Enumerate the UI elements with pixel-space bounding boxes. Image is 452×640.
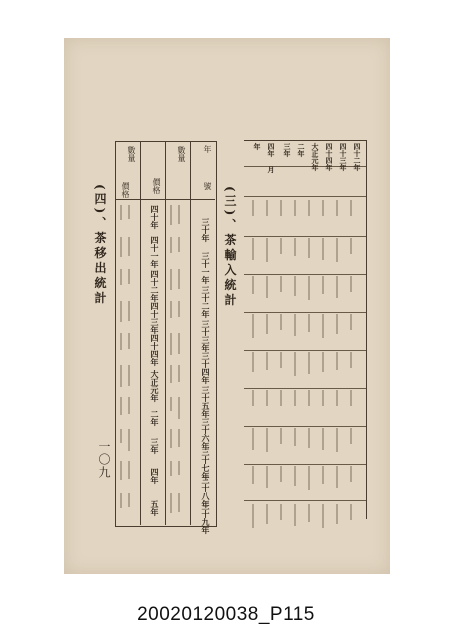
year-cell: 五年	[150, 500, 160, 516]
faint-figure-mark	[266, 314, 268, 334]
row-label-price: 價格	[121, 182, 130, 198]
faint-figure-mark	[322, 200, 324, 216]
faint-figure-mark	[266, 238, 268, 262]
faint-figure-mark	[322, 390, 324, 406]
faint-figure-mark	[178, 333, 180, 354]
faint-figure-mark	[336, 276, 338, 298]
faint-figure-mark	[252, 314, 254, 338]
faint-figure-mark	[294, 428, 296, 446]
faint-figure-mark	[128, 205, 130, 219]
table-rule	[244, 426, 366, 427]
table-rule	[190, 141, 191, 525]
year-cell: 四十三年	[150, 302, 160, 334]
faint-figure-mark	[266, 276, 268, 298]
row-label-quantity: 數量	[177, 146, 186, 162]
table-rule	[244, 274, 366, 275]
faint-figure-mark	[170, 397, 172, 411]
faint-figure-mark	[178, 365, 180, 382]
faint-figure-mark	[322, 352, 324, 372]
faint-figure-mark	[170, 461, 172, 476]
faint-figure-mark	[350, 428, 352, 444]
faint-figure-mark	[170, 301, 172, 318]
faint-figure-mark	[350, 238, 352, 254]
year-cell: 四十一年	[150, 236, 160, 268]
faint-figure-mark	[266, 200, 268, 216]
faint-figure-mark	[280, 390, 282, 406]
faint-figure-mark	[336, 238, 338, 262]
table-rule	[244, 196, 366, 197]
faint-figure-mark	[170, 333, 172, 355]
faint-figure-mark	[294, 352, 296, 376]
table-rule	[244, 236, 366, 237]
faint-figure-mark	[280, 200, 282, 216]
faint-figure-mark	[294, 238, 296, 256]
faint-figure-mark	[308, 466, 310, 490]
faint-figure-mark	[336, 314, 338, 334]
faint-figure-mark	[336, 390, 338, 406]
faint-figure-mark	[170, 205, 172, 225]
row-header: 四十四年	[325, 143, 334, 171]
faint-figure-mark	[252, 200, 254, 216]
faint-figure-mark	[322, 314, 324, 338]
faint-figure-mark	[128, 269, 130, 284]
year-cell: 三十九年	[201, 502, 211, 534]
year-cell: 三十年	[201, 218, 211, 242]
faint-figure-mark	[178, 301, 180, 317]
year-cell: 三十七年	[201, 448, 211, 480]
faint-figure-mark	[322, 276, 324, 294]
year-cell: 三十二年	[201, 286, 211, 318]
table-rule	[244, 500, 366, 501]
faint-figure-mark	[178, 461, 180, 475]
faint-figure-mark	[128, 397, 130, 414]
header-number: 號	[203, 182, 212, 190]
table-rule	[244, 464, 366, 465]
faint-figure-mark	[128, 429, 130, 451]
faint-figure-mark	[350, 504, 352, 520]
faint-figure-mark	[350, 314, 352, 330]
faint-figure-mark	[170, 237, 172, 253]
faint-figure-mark	[178, 397, 180, 419]
faint-figure-mark	[128, 365, 130, 386]
year-cell: 三十一年	[201, 252, 211, 284]
faint-figure-mark	[170, 429, 172, 448]
faint-figure-mark	[266, 352, 268, 370]
year-cell: 二年	[150, 410, 160, 426]
faint-figure-mark	[308, 504, 310, 522]
year-cell: 四十二年	[150, 270, 160, 302]
catalog-id-caption: 20020120038_P115	[137, 604, 315, 625]
faint-figure-mark	[350, 466, 352, 482]
faint-figure-mark	[128, 461, 130, 479]
faint-figure-mark	[350, 276, 352, 292]
year-cell: 三十八年	[201, 476, 211, 508]
page-number: 一〇九	[97, 440, 111, 479]
faint-figure-mark	[336, 200, 338, 216]
table-rule	[244, 350, 366, 351]
faint-figure-mark	[294, 504, 296, 526]
faint-figure-mark	[170, 493, 172, 513]
faint-figure-mark	[308, 238, 310, 258]
faint-figure-mark	[252, 276, 254, 294]
faint-figure-mark	[280, 314, 282, 330]
row-header: 大正元年	[311, 143, 320, 171]
faint-figure-mark	[280, 352, 282, 368]
year-cell: 三十六年	[201, 418, 211, 450]
faint-figure-mark	[252, 466, 254, 484]
faint-figure-mark	[120, 493, 122, 508]
faint-figure-mark	[120, 333, 122, 350]
faint-figure-mark	[120, 301, 122, 322]
faint-figure-mark	[350, 200, 352, 216]
row-header: 四年	[267, 143, 276, 157]
faint-figure-mark	[336, 352, 338, 370]
row-header: 三年	[283, 143, 292, 157]
row-header: 二年	[297, 143, 306, 157]
faint-figure-mark	[128, 493, 130, 507]
row-header: 年	[253, 143, 262, 150]
year-cell: 三十三年	[201, 320, 211, 352]
faint-figure-mark	[266, 390, 268, 406]
faint-figure-mark	[266, 504, 268, 524]
faint-figure-mark	[308, 276, 310, 300]
faint-figure-mark	[252, 428, 254, 450]
faint-figure-mark	[294, 276, 296, 296]
faint-figure-mark	[266, 466, 268, 488]
row-label-quantity: 數量	[127, 146, 136, 162]
faint-figure-mark	[170, 269, 172, 290]
year-cell: 三十五年	[201, 386, 211, 418]
faint-figure-mark	[322, 428, 324, 450]
faint-figure-mark	[252, 390, 254, 406]
table-rule	[244, 312, 366, 313]
year-cell: 三年	[150, 438, 160, 454]
faint-figure-mark	[322, 504, 324, 528]
faint-figure-mark	[120, 365, 122, 387]
faint-figure-mark	[308, 352, 310, 374]
faint-figure-mark	[322, 466, 324, 484]
faint-figure-mark	[308, 314, 310, 332]
faint-figure-mark	[266, 428, 268, 452]
faint-figure-mark	[178, 237, 180, 252]
faint-figure-mark	[170, 365, 172, 383]
faint-figure-mark	[280, 276, 282, 292]
faint-figure-mark	[294, 314, 296, 336]
faint-figure-mark	[294, 466, 296, 486]
faint-figure-mark	[178, 269, 180, 289]
faint-figure-mark	[336, 466, 338, 488]
row-label-price: 價格	[152, 178, 161, 194]
faint-figure-mark	[350, 352, 352, 368]
row-header: 四十二年	[353, 143, 362, 171]
faint-figure-mark	[280, 428, 282, 444]
faint-figure-mark	[120, 397, 122, 415]
faint-figure-mark	[120, 237, 122, 257]
year-cell: 大正元年	[150, 370, 160, 402]
faint-figure-mark	[120, 429, 122, 443]
table-rule	[165, 141, 166, 525]
export-stats-heading: (四)、茶移出統計	[93, 184, 107, 307]
faint-figure-mark	[252, 352, 254, 372]
faint-figure-mark	[308, 428, 310, 448]
faint-figure-mark	[294, 390, 296, 406]
faint-figure-mark	[128, 237, 130, 256]
faint-figure-mark	[280, 504, 282, 520]
faint-figure-mark	[120, 269, 122, 285]
faint-figure-mark	[336, 504, 338, 524]
faint-figure-mark	[308, 200, 310, 216]
faint-figure-mark	[178, 205, 180, 224]
faint-figure-mark	[178, 493, 180, 512]
header-year: 年	[203, 145, 212, 153]
faint-figure-mark	[252, 504, 254, 528]
faint-figure-mark	[280, 466, 282, 482]
faint-figure-mark	[128, 301, 130, 321]
faint-figure-mark	[120, 205, 122, 220]
row-header: 四十三年	[339, 143, 348, 171]
faint-figure-mark	[252, 238, 254, 260]
faint-figure-mark	[120, 461, 122, 480]
faint-figure-mark	[336, 428, 338, 452]
faint-figure-mark	[280, 238, 282, 254]
faint-figure-mark	[350, 390, 352, 406]
faint-figure-mark	[294, 200, 296, 216]
year-cell: 三十四年	[201, 352, 211, 384]
year-cell: 四年	[150, 468, 160, 484]
import-stats-heading: (三)、茶輸入統計	[223, 186, 237, 309]
faint-figure-mark	[308, 390, 310, 406]
table-rule	[244, 388, 366, 389]
year-cell: 四十年	[150, 205, 160, 229]
faint-figure-mark	[178, 429, 180, 447]
table-rule	[140, 141, 141, 525]
faint-figure-mark	[322, 238, 324, 260]
sub-header: 月	[267, 166, 276, 173]
year-cell: 四十四年	[150, 334, 160, 366]
faint-figure-mark	[128, 333, 130, 349]
